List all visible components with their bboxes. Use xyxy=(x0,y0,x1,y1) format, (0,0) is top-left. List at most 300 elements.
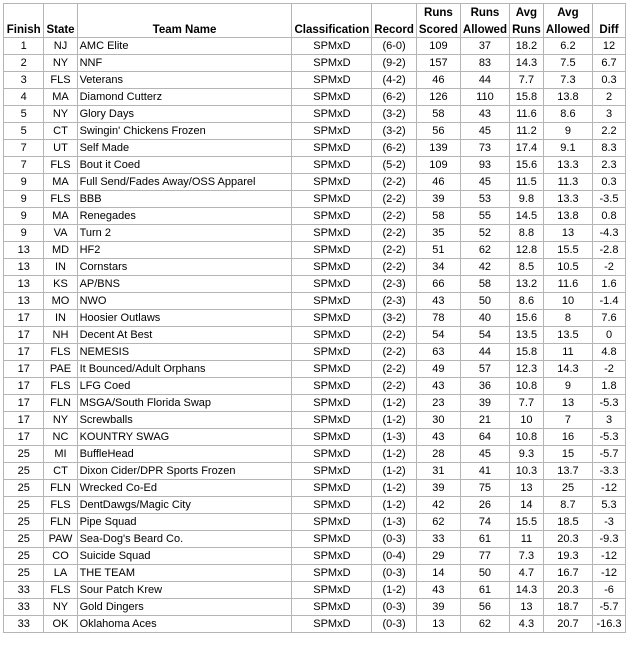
avg-allowed-cell: 20.7 xyxy=(543,616,592,633)
avg-allowed-cell: 13.8 xyxy=(543,89,592,106)
classification-cell: SPMxD xyxy=(292,463,372,480)
state-cell: NY xyxy=(44,106,77,123)
avg-runs-cell: 7.3 xyxy=(509,548,543,565)
team-name-cell: BuffleHead xyxy=(77,446,292,463)
avg-allowed-cell: 14.3 xyxy=(543,361,592,378)
classification-cell: SPMxD xyxy=(292,38,372,55)
runs-allowed-cell: 42 xyxy=(460,259,509,276)
team-name-cell: Self Made xyxy=(77,140,292,157)
avg-allowed-cell: 6.2 xyxy=(543,38,592,55)
team-name-cell: NWO xyxy=(77,293,292,310)
runs-allowed-cell: 45 xyxy=(460,446,509,463)
team-name-cell: HF2 xyxy=(77,242,292,259)
team-name-cell: Decent At Best xyxy=(77,327,292,344)
state-cell: NH xyxy=(44,327,77,344)
avg-allowed-cell: 13.3 xyxy=(543,157,592,174)
state-cell: VA xyxy=(44,225,77,242)
team-name-cell: Veterans xyxy=(77,72,292,89)
finish-cell: 25 xyxy=(4,446,44,463)
avg-allowed-cell: 10 xyxy=(543,293,592,310)
record-cell: (0-3) xyxy=(372,599,417,616)
runs-allowed-cell: 43 xyxy=(460,106,509,123)
table-row xyxy=(4,191,626,208)
runs-allowed-cell: 41 xyxy=(460,463,509,480)
avg-allowed-cell: 15.5 xyxy=(543,242,592,259)
runs-allowed-cell: 37 xyxy=(460,38,509,55)
record-cell: (0-3) xyxy=(372,565,417,582)
team-name-cell: LFG Coed xyxy=(77,378,292,395)
diff-cell: -16.3 xyxy=(593,616,626,633)
team-name-cell: NEMESIS xyxy=(77,344,292,361)
record-cell: (0-3) xyxy=(372,616,417,633)
record-cell: (3-2) xyxy=(372,310,417,327)
table-row xyxy=(4,463,626,480)
record-cell: (1-2) xyxy=(372,480,417,497)
avg-allowed-cell: 8 xyxy=(543,310,592,327)
classification-cell: SPMxD xyxy=(292,514,372,531)
finish-cell: 25 xyxy=(4,497,44,514)
runs-allowed-cell: 50 xyxy=(460,293,509,310)
classification-cell: SPMxD xyxy=(292,497,372,514)
team-name-cell: Suicide Squad xyxy=(77,548,292,565)
team-name-cell: BBB xyxy=(77,191,292,208)
finish-cell: 5 xyxy=(4,123,44,140)
team-name-cell: Sea-Dog's Beard Co. xyxy=(77,531,292,548)
diff-cell: -5.7 xyxy=(593,446,626,463)
table-row xyxy=(4,327,626,344)
runs-scored-cell: 46 xyxy=(416,72,460,89)
table-row xyxy=(4,225,626,242)
avg-allowed-cell: 19.3 xyxy=(543,548,592,565)
diff-cell: -12 xyxy=(593,480,626,497)
header-runs-scored-line2: Scored xyxy=(416,20,460,38)
runs-scored-cell: 109 xyxy=(416,38,460,55)
state-cell: CO xyxy=(44,548,77,565)
record-cell: (2-2) xyxy=(372,344,417,361)
avg-allowed-cell: 13.5 xyxy=(543,327,592,344)
table-row xyxy=(4,582,626,599)
table-row xyxy=(4,378,626,395)
avg-allowed-cell: 8.7 xyxy=(543,497,592,514)
finish-cell: 9 xyxy=(4,225,44,242)
table-row xyxy=(4,361,626,378)
runs-allowed-cell: 53 xyxy=(460,191,509,208)
finish-cell: 33 xyxy=(4,599,44,616)
runs-allowed-cell: 44 xyxy=(460,344,509,361)
team-name-cell: It Bounced/Adult Orphans xyxy=(77,361,292,378)
classification-cell: SPMxD xyxy=(292,378,372,395)
finish-cell: 13 xyxy=(4,293,44,310)
finish-cell: 17 xyxy=(4,378,44,395)
classification-cell: SPMxD xyxy=(292,72,372,89)
state-cell: LA xyxy=(44,565,77,582)
state-cell: FLS xyxy=(44,157,77,174)
avg-runs-cell: 4.7 xyxy=(509,565,543,582)
classification-cell: SPMxD xyxy=(292,395,372,412)
classification-cell: SPMxD xyxy=(292,310,372,327)
runs-scored-cell: 109 xyxy=(416,157,460,174)
classification-cell: SPMxD xyxy=(292,582,372,599)
runs-allowed-cell: 40 xyxy=(460,310,509,327)
avg-allowed-cell: 13.8 xyxy=(543,208,592,225)
runs-scored-cell: 43 xyxy=(416,378,460,395)
finish-cell: 17 xyxy=(4,327,44,344)
table-row xyxy=(4,293,626,310)
diff-cell: 2.3 xyxy=(593,157,626,174)
team-name-cell: Renegades xyxy=(77,208,292,225)
finish-cell: 9 xyxy=(4,191,44,208)
header-avg-runs-line2: Runs xyxy=(509,20,543,38)
avg-runs-cell: 8.5 xyxy=(509,259,543,276)
record-cell: (3-2) xyxy=(372,106,417,123)
table-row xyxy=(4,157,626,174)
runs-scored-cell: 28 xyxy=(416,446,460,463)
classification-cell: SPMxD xyxy=(292,276,372,293)
record-cell: (2-2) xyxy=(372,361,417,378)
runs-scored-cell: 157 xyxy=(416,55,460,72)
runs-allowed-cell: 44 xyxy=(460,72,509,89)
table-row xyxy=(4,344,626,361)
table-row xyxy=(4,208,626,225)
classification-cell: SPMxD xyxy=(292,140,372,157)
diff-cell: 5.3 xyxy=(593,497,626,514)
avg-runs-cell: 15.5 xyxy=(509,514,543,531)
table-row xyxy=(4,565,626,582)
classification-cell: SPMxD xyxy=(292,599,372,616)
record-cell: (2-2) xyxy=(372,208,417,225)
team-name-cell: AMC Elite xyxy=(77,38,292,55)
diff-cell: 12 xyxy=(593,38,626,55)
classification-cell: SPMxD xyxy=(292,446,372,463)
finish-cell: 4 xyxy=(4,89,44,106)
standings-table xyxy=(3,3,626,633)
state-cell: NC xyxy=(44,429,77,446)
avg-runs-cell: 15.8 xyxy=(509,89,543,106)
table-row xyxy=(4,72,626,89)
record-cell: (1-2) xyxy=(372,463,417,480)
classification-cell: SPMxD xyxy=(292,123,372,140)
runs-scored-cell: 14 xyxy=(416,565,460,582)
runs-scored-cell: 29 xyxy=(416,548,460,565)
avg-runs-cell: 11.2 xyxy=(509,123,543,140)
state-cell: CT xyxy=(44,123,77,140)
runs-scored-cell: 42 xyxy=(416,497,460,514)
diff-cell: -6 xyxy=(593,582,626,599)
diff-cell: -4.3 xyxy=(593,225,626,242)
classification-cell: SPMxD xyxy=(292,259,372,276)
record-cell: (9-2) xyxy=(372,55,417,72)
state-cell: FLN xyxy=(44,480,77,497)
record-cell: (2-2) xyxy=(372,174,417,191)
avg-runs-cell: 8.8 xyxy=(509,225,543,242)
avg-runs-cell: 13 xyxy=(509,599,543,616)
team-name-cell: MSGA/South Florida Swap xyxy=(77,395,292,412)
runs-allowed-cell: 55 xyxy=(460,208,509,225)
header-avg-allowed-line1: Avg xyxy=(543,4,592,21)
table-row xyxy=(4,106,626,123)
finish-cell: 25 xyxy=(4,463,44,480)
avg-allowed-cell: 25 xyxy=(543,480,592,497)
team-name-cell: Screwballs xyxy=(77,412,292,429)
state-cell: UT xyxy=(44,140,77,157)
team-name-cell: Gold Dingers xyxy=(77,599,292,616)
table-row xyxy=(4,514,626,531)
avg-allowed-cell: 7 xyxy=(543,412,592,429)
runs-scored-cell: 56 xyxy=(416,123,460,140)
table-row xyxy=(4,395,626,412)
state-cell: FLS xyxy=(44,582,77,599)
avg-allowed-cell: 10.5 xyxy=(543,259,592,276)
runs-scored-cell: 43 xyxy=(416,582,460,599)
avg-runs-cell: 13.2 xyxy=(509,276,543,293)
team-name-cell: NNF xyxy=(77,55,292,72)
team-name-cell: Wrecked Co-Ed xyxy=(77,480,292,497)
record-cell: (1-2) xyxy=(372,446,417,463)
classification-cell: SPMxD xyxy=(292,225,372,242)
avg-runs-cell: 11.6 xyxy=(509,106,543,123)
team-name-cell: KOUNTRY SWAG xyxy=(77,429,292,446)
table-row xyxy=(4,429,626,446)
avg-runs-cell: 14.3 xyxy=(509,55,543,72)
avg-runs-cell: 7.7 xyxy=(509,72,543,89)
state-cell: NJ xyxy=(44,38,77,55)
record-cell: (1-3) xyxy=(372,514,417,531)
diff-cell: -1.4 xyxy=(593,293,626,310)
diff-cell: -2 xyxy=(593,259,626,276)
record-cell: (5-2) xyxy=(372,157,417,174)
diff-cell: 8.3 xyxy=(593,140,626,157)
avg-allowed-cell: 18.5 xyxy=(543,514,592,531)
diff-cell: 3 xyxy=(593,106,626,123)
avg-runs-cell: 10.8 xyxy=(509,429,543,446)
runs-allowed-cell: 57 xyxy=(460,361,509,378)
runs-scored-cell: 39 xyxy=(416,480,460,497)
state-cell: FLS xyxy=(44,497,77,514)
diff-cell: -3.5 xyxy=(593,191,626,208)
avg-allowed-cell: 15 xyxy=(543,446,592,463)
runs-scored-cell: 35 xyxy=(416,225,460,242)
runs-allowed-cell: 54 xyxy=(460,327,509,344)
runs-allowed-cell: 58 xyxy=(460,276,509,293)
classification-cell: SPMxD xyxy=(292,208,372,225)
classification-cell: SPMxD xyxy=(292,89,372,106)
runs-allowed-cell: 52 xyxy=(460,225,509,242)
team-name-cell: Turn 2 xyxy=(77,225,292,242)
state-cell: FLS xyxy=(44,72,77,89)
runs-scored-cell: 63 xyxy=(416,344,460,361)
runs-allowed-cell: 62 xyxy=(460,616,509,633)
avg-allowed-cell: 7.5 xyxy=(543,55,592,72)
avg-allowed-cell: 9.1 xyxy=(543,140,592,157)
table-row xyxy=(4,497,626,514)
table-row xyxy=(4,140,626,157)
team-name-cell: Sour Patch Krew xyxy=(77,582,292,599)
avg-allowed-cell: 18.7 xyxy=(543,599,592,616)
state-cell: IN xyxy=(44,259,77,276)
team-name-cell: Bout it Coed xyxy=(77,157,292,174)
header-diff: Diff xyxy=(593,4,626,38)
diff-cell: 6.7 xyxy=(593,55,626,72)
runs-scored-cell: 58 xyxy=(416,208,460,225)
avg-runs-cell: 13.5 xyxy=(509,327,543,344)
avg-runs-cell: 15.8 xyxy=(509,344,543,361)
record-cell: (0-4) xyxy=(372,548,417,565)
classification-cell: SPMxD xyxy=(292,616,372,633)
team-name-cell: Glory Days xyxy=(77,106,292,123)
finish-cell: 7 xyxy=(4,140,44,157)
classification-cell: SPMxD xyxy=(292,293,372,310)
avg-allowed-cell: 16.7 xyxy=(543,565,592,582)
record-cell: (2-2) xyxy=(372,242,417,259)
team-name-cell: AP/BNS xyxy=(77,276,292,293)
avg-allowed-cell: 8.6 xyxy=(543,106,592,123)
avg-allowed-cell: 13 xyxy=(543,225,592,242)
finish-cell: 13 xyxy=(4,259,44,276)
avg-runs-cell: 11 xyxy=(509,531,543,548)
classification-cell: SPMxD xyxy=(292,174,372,191)
header-state: State xyxy=(44,4,77,38)
record-cell: (2-2) xyxy=(372,327,417,344)
runs-allowed-cell: 93 xyxy=(460,157,509,174)
classification-cell: SPMxD xyxy=(292,531,372,548)
table-row xyxy=(4,548,626,565)
avg-allowed-cell: 9 xyxy=(543,123,592,140)
runs-allowed-cell: 26 xyxy=(460,497,509,514)
avg-runs-cell: 7.7 xyxy=(509,395,543,412)
runs-allowed-cell: 39 xyxy=(460,395,509,412)
record-cell: (4-2) xyxy=(372,72,417,89)
table-row xyxy=(4,276,626,293)
avg-allowed-cell: 9 xyxy=(543,378,592,395)
finish-cell: 17 xyxy=(4,395,44,412)
team-name-cell: DentDawgs/Magic City xyxy=(77,497,292,514)
table-row xyxy=(4,531,626,548)
runs-scored-cell: 13 xyxy=(416,616,460,633)
runs-allowed-cell: 50 xyxy=(460,565,509,582)
runs-scored-cell: 139 xyxy=(416,140,460,157)
runs-scored-cell: 33 xyxy=(416,531,460,548)
table-row xyxy=(4,89,626,106)
diff-cell: 0.3 xyxy=(593,174,626,191)
runs-scored-cell: 49 xyxy=(416,361,460,378)
runs-allowed-cell: 21 xyxy=(460,412,509,429)
diff-cell: -5.3 xyxy=(593,395,626,412)
finish-cell: 5 xyxy=(4,106,44,123)
finish-cell: 17 xyxy=(4,310,44,327)
classification-cell: SPMxD xyxy=(292,429,372,446)
avg-runs-cell: 15.6 xyxy=(509,157,543,174)
finish-cell: 33 xyxy=(4,616,44,633)
state-cell: IN xyxy=(44,310,77,327)
avg-allowed-cell: 7.3 xyxy=(543,72,592,89)
record-cell: (1-2) xyxy=(372,395,417,412)
diff-cell: 3 xyxy=(593,412,626,429)
record-cell: (2-3) xyxy=(372,293,417,310)
team-name-cell: Cornstars xyxy=(77,259,292,276)
avg-allowed-cell: 11.3 xyxy=(543,174,592,191)
header-team-name: Team Name xyxy=(77,4,292,38)
header-avg-allowed-line2: Allowed xyxy=(543,20,592,38)
avg-runs-cell: 17.4 xyxy=(509,140,543,157)
finish-cell: 1 xyxy=(4,38,44,55)
team-name-cell: Oklahoma Aces xyxy=(77,616,292,633)
record-cell: (1-2) xyxy=(372,412,417,429)
classification-cell: SPMxD xyxy=(292,55,372,72)
header-avg-runs-line1: Avg xyxy=(509,4,543,21)
runs-allowed-cell: 83 xyxy=(460,55,509,72)
state-cell: NY xyxy=(44,599,77,616)
header-classification: Classification xyxy=(292,4,372,38)
finish-cell: 25 xyxy=(4,548,44,565)
diff-cell: 2.2 xyxy=(593,123,626,140)
classification-cell: SPMxD xyxy=(292,412,372,429)
avg-runs-cell: 18.2 xyxy=(509,38,543,55)
finish-cell: 9 xyxy=(4,208,44,225)
runs-scored-cell: 39 xyxy=(416,191,460,208)
classification-cell: SPMxD xyxy=(292,106,372,123)
runs-allowed-cell: 56 xyxy=(460,599,509,616)
record-cell: (3-2) xyxy=(372,123,417,140)
runs-allowed-cell: 45 xyxy=(460,123,509,140)
state-cell: MA xyxy=(44,89,77,106)
header-row-top xyxy=(4,4,626,21)
diff-cell: 2 xyxy=(593,89,626,106)
runs-scored-cell: 62 xyxy=(416,514,460,531)
table-row xyxy=(4,310,626,327)
diff-cell: 1.8 xyxy=(593,378,626,395)
runs-scored-cell: 23 xyxy=(416,395,460,412)
record-cell: (2-2) xyxy=(372,191,417,208)
state-cell: MI xyxy=(44,446,77,463)
avg-allowed-cell: 11 xyxy=(543,344,592,361)
runs-allowed-cell: 74 xyxy=(460,514,509,531)
diff-cell: 7.6 xyxy=(593,310,626,327)
state-cell: KS xyxy=(44,276,77,293)
diff-cell: 0 xyxy=(593,327,626,344)
header-runs-allowed-line2: Allowed xyxy=(460,20,509,38)
diff-cell: 0.8 xyxy=(593,208,626,225)
runs-scored-cell: 43 xyxy=(416,429,460,446)
runs-scored-cell: 66 xyxy=(416,276,460,293)
diff-cell: 1.6 xyxy=(593,276,626,293)
runs-allowed-cell: 61 xyxy=(460,582,509,599)
finish-cell: 13 xyxy=(4,276,44,293)
state-cell: FLS xyxy=(44,191,77,208)
table-row xyxy=(4,446,626,463)
state-cell: PAE xyxy=(44,361,77,378)
state-cell: FLN xyxy=(44,514,77,531)
team-name-cell: Hoosier Outlaws xyxy=(77,310,292,327)
classification-cell: SPMxD xyxy=(292,327,372,344)
runs-allowed-cell: 75 xyxy=(460,480,509,497)
record-cell: (1-3) xyxy=(372,429,417,446)
classification-cell: SPMxD xyxy=(292,242,372,259)
header-finish: Finish xyxy=(4,4,44,38)
record-cell: (1-2) xyxy=(372,582,417,599)
runs-scored-cell: 58 xyxy=(416,106,460,123)
finish-cell: 25 xyxy=(4,514,44,531)
avg-allowed-cell: 13 xyxy=(543,395,592,412)
runs-allowed-cell: 77 xyxy=(460,548,509,565)
avg-runs-cell: 4.3 xyxy=(509,616,543,633)
runs-scored-cell: 54 xyxy=(416,327,460,344)
finish-cell: 25 xyxy=(4,565,44,582)
classification-cell: SPMxD xyxy=(292,361,372,378)
state-cell: MO xyxy=(44,293,77,310)
runs-allowed-cell: 36 xyxy=(460,378,509,395)
table-row xyxy=(4,616,626,633)
state-cell: FLS xyxy=(44,378,77,395)
